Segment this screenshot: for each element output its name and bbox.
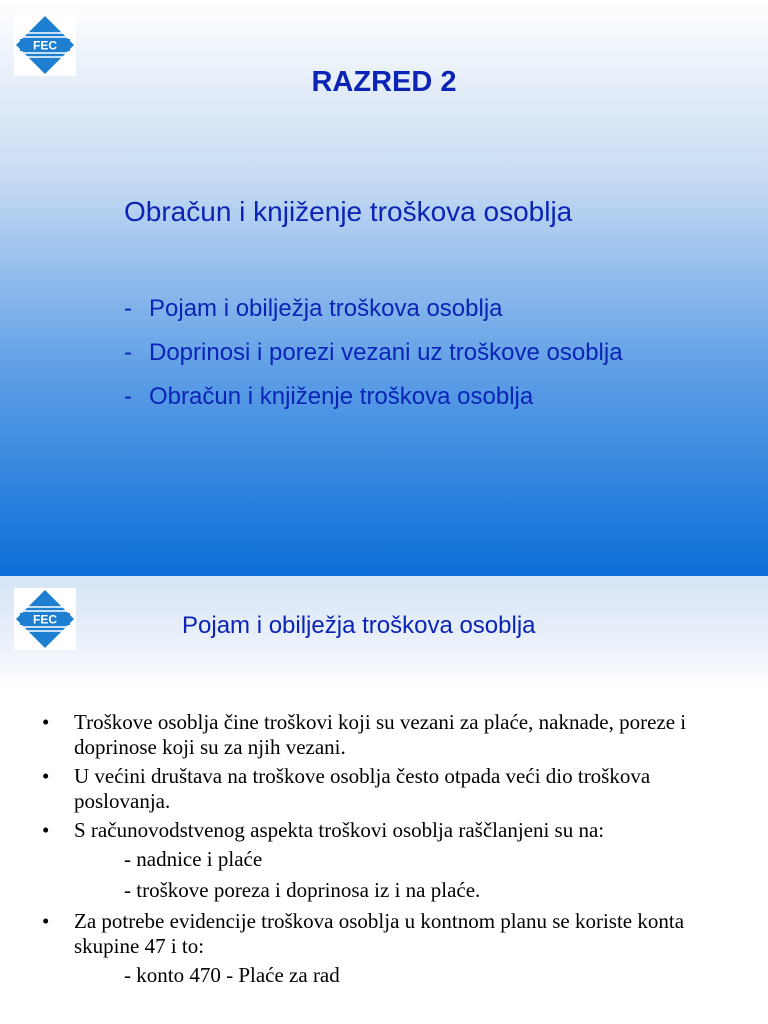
slide-title: Pojam i obilježja troškova osoblja bbox=[182, 612, 536, 639]
bullet-list bbox=[42, 710, 742, 994]
sub-item: - nadnice i plaće bbox=[124, 847, 263, 871]
slide-2 bbox=[0, 576, 768, 1024]
topic-list bbox=[124, 287, 623, 419]
list-item: • U većini društava na troškove osoblja često otpada veći dio troškova poslovanja. bbox=[42, 764, 651, 813]
list-item: - Obračun i knjiženje troškova osoblja bbox=[124, 383, 534, 410]
list-item: - Doprinosi i porezi vezani uz troškove osoblja bbox=[124, 339, 623, 366]
fec-logo-text: FEC bbox=[33, 612, 57, 627]
slide-title: RAZRED 2 bbox=[311, 66, 457, 98]
list-item: • Za potrebe evidencije troškova osoblja u kontnom planu se koriste konta skupine 47 i to: bbox=[42, 909, 685, 958]
sub-item: - konto 470 - Plaće za rad bbox=[124, 963, 340, 987]
fec-logo-text: FEC bbox=[33, 38, 57, 53]
sub-item: - troškove poreza i doprinosa iz i na plaće. bbox=[124, 878, 481, 902]
list-item: - Pojam i obilježja troškova osoblja bbox=[124, 295, 503, 322]
slide-subtitle: Obračun i knjiženje troškova osoblja bbox=[124, 196, 573, 227]
list-item: • S računovodstvenog aspekta troškovi osoblja raščlanjeni su na: bbox=[42, 818, 605, 842]
fec-logo-icon bbox=[14, 588, 76, 650]
list-item: • Troškove osoblja čine troškovi koji su vezani za plaće, naknade, poreze i doprinose koji su za njih vezani. bbox=[42, 710, 687, 759]
fec-logo bbox=[14, 588, 76, 650]
